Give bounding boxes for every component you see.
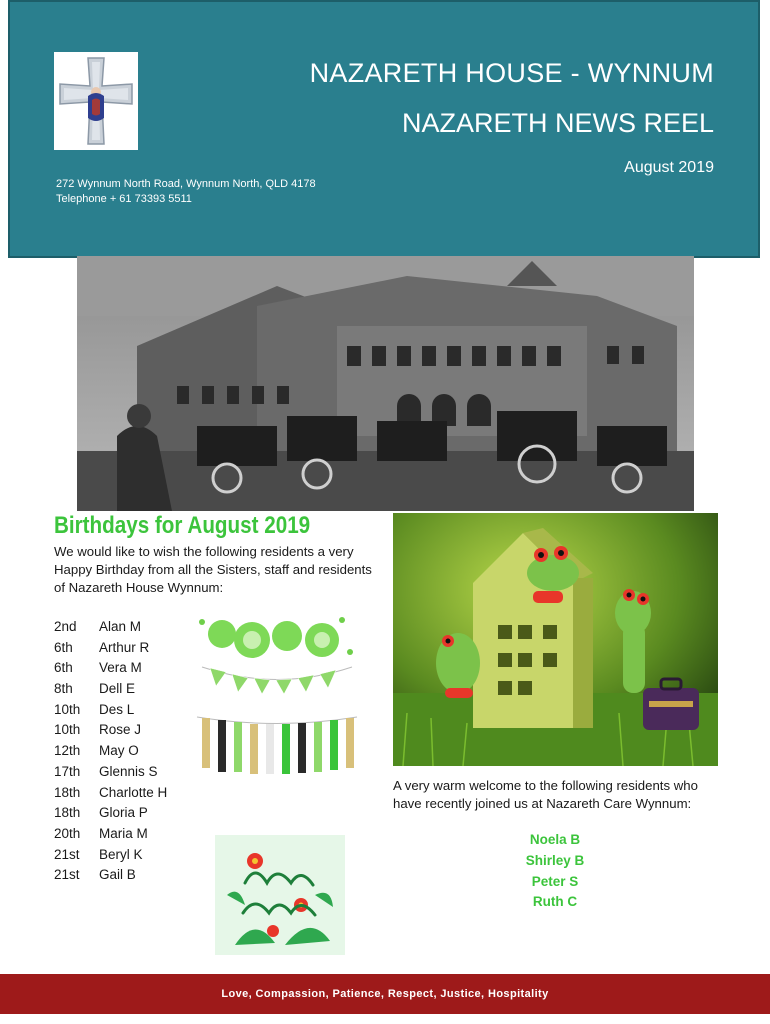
resident-name: Dell E xyxy=(99,681,136,697)
birthday-day: 21st xyxy=(54,867,80,883)
list-item xyxy=(54,785,167,806)
resident-name: Rose J xyxy=(99,722,142,738)
birthday-list xyxy=(54,619,167,888)
birthdays-heading: Birthdays for August 2019 xyxy=(54,512,311,539)
list-item xyxy=(54,640,167,661)
birthday-day: 18th xyxy=(54,805,81,821)
birthday-day: 10th xyxy=(54,722,81,738)
resident-name: Gail B xyxy=(99,867,136,883)
frogs-house-photo xyxy=(393,513,718,766)
resident-name: Charlotte H xyxy=(99,784,168,800)
nazareth-cross-logo xyxy=(54,52,138,150)
newsletter-header xyxy=(8,0,760,258)
list-item xyxy=(54,826,167,847)
list-item xyxy=(54,743,167,764)
list-item xyxy=(54,702,167,723)
resident-name: May O xyxy=(99,743,139,759)
happy-birthday-card-image xyxy=(215,835,345,955)
list-item xyxy=(54,805,167,826)
birthday-day: 8th xyxy=(54,681,73,697)
header-subtitle: NAZARETH NEWS REEL xyxy=(401,108,714,138)
birthdays-intro: We would like to wish the following residents a very Happy Birthday from all the Sisters, staff and residents of Nazareth House Wynnum: xyxy=(54,544,372,595)
new-resident-name: Noela B xyxy=(529,832,581,847)
historic-building-photo xyxy=(77,256,694,511)
resident-name: Glennis S xyxy=(99,763,158,779)
footer-values: Love, Compassion, Patience, Respect, Justice, Hospitality xyxy=(221,988,549,1000)
telephone-line: Telephone + 61 73393 5511 xyxy=(56,193,192,205)
resident-name: Arthur R xyxy=(99,639,150,655)
new-resident-name: Peter S xyxy=(531,873,579,889)
birthday-day: 12th xyxy=(54,743,81,759)
footer-banner xyxy=(0,974,770,1014)
header-title: NAZARETH HOUSE - WYNNUM xyxy=(309,58,714,88)
birthday-day: 6th xyxy=(54,639,73,655)
resident-name: Maria M xyxy=(99,825,148,841)
birthday-day: 6th xyxy=(54,660,73,676)
issue-date: August 2019 xyxy=(624,159,714,176)
birthday-day: 2nd xyxy=(54,619,77,634)
list-item xyxy=(54,681,167,702)
resident-name: Des L xyxy=(99,701,135,717)
list-item xyxy=(54,867,167,888)
birthday-day: 21st xyxy=(54,846,80,862)
address-line: 272 Wynnum North Road, Wynnum North, QLD 4178 xyxy=(56,178,316,190)
resident-name: Alan M xyxy=(99,619,142,634)
new-resident-name: Shirley B xyxy=(525,852,585,868)
birthday-day: 17th xyxy=(54,763,81,779)
new-resident-name: Ruth C xyxy=(532,894,578,910)
list-item xyxy=(54,619,167,640)
new-residents-list xyxy=(470,832,640,915)
resident-name: Gloria P xyxy=(99,805,148,821)
birthday-day: 18th xyxy=(54,784,81,800)
birthday-day: 20th xyxy=(54,825,81,841)
birthday-day: 10th xyxy=(54,701,81,717)
list-item xyxy=(54,660,167,681)
welcome-text: A very warm welcome to the following residents who have recently joined us at Nazareth Care Wynnum: xyxy=(393,778,698,811)
list-item xyxy=(54,764,167,785)
page-bottom-margin xyxy=(0,1014,770,1024)
resident-name: Beryl K xyxy=(99,846,143,862)
resident-name: Vera M xyxy=(99,660,142,676)
list-item xyxy=(54,847,167,868)
list-item xyxy=(54,722,167,743)
party-decoration-image xyxy=(192,612,362,776)
